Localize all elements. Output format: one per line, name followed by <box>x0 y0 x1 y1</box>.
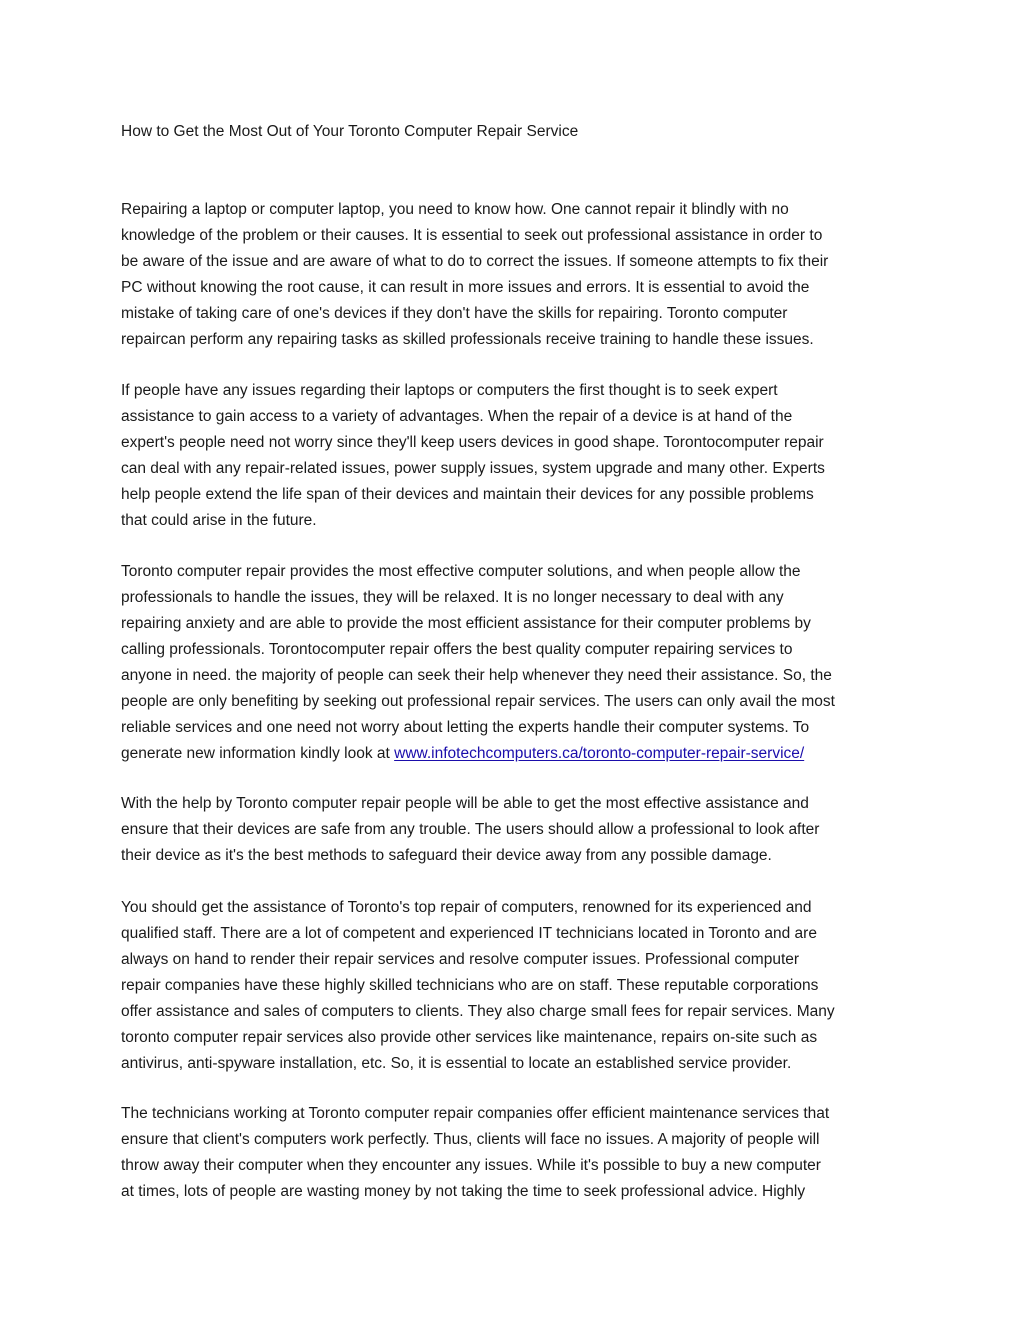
text-line: always on hand to render their repair services and resolve computer issues. Professional computer <box>121 951 800 968</box>
link-prefix-text: generate new information kindly look at <box>121 745 395 762</box>
paragraph-2 <box>121 378 911 534</box>
text-line: repairing anxiety and are able to provide the most efficient assistance for their computer problems by <box>121 615 811 632</box>
text-line: repaircan perform any repairing tasks as skilled professionals receive training to handle these issues. <box>121 331 814 348</box>
document-title: How to Get the Most Out of Your Toronto Computer Repair Service <box>121 123 579 140</box>
text-line: people are only benefiting by seeking out professional repair services. The users can only avail the most <box>121 693 835 710</box>
website-link[interactable]: www.infotechcomputers.ca/toronto-computer-repair-service/ <box>394 745 805 762</box>
text-line: toronto computer repair services also provide other services like maintenance, repairs on-site such as <box>121 1029 818 1046</box>
text-line: repair companies have these highly skilled technicians who are on staff. These reputable corporations <box>121 977 819 994</box>
text-line: Repairing a laptop or computer laptop, you need to know how. One cannot repair it blindly with no <box>121 201 789 218</box>
text-line: be aware of the issue and are aware of what to do to correct the issues. If someone attempts to fix their <box>121 253 829 270</box>
text-line: You should get the assistance of Toronto's top repair of computers, renowned for its experienced and <box>121 899 812 916</box>
text-line: The technicians working at Toronto computer repair companies offer efficient maintenance services that <box>121 1105 830 1122</box>
paragraph-3 <box>121 559 911 767</box>
text-line: knowledge of the problem or their causes. It is essential to seek out professional assistance in order to <box>121 227 823 244</box>
text-line: reliable services and one need not worry about letting the experts handle their computer systems. To <box>121 719 810 736</box>
text-line: help people extend the life span of their devices and maintain their devices for any possible problems <box>121 486 814 503</box>
text-line: assistance to gain access to a variety of advantages. When the repair of a device is at hand of the <box>121 408 793 425</box>
text-line: antivirus, anti-spyware installation, etc. So, it is essential to locate an established service provider. <box>121 1055 792 1072</box>
text-line: Toronto computer repair provides the most effective computer solutions, and when people allow the <box>121 563 801 580</box>
text-line: at times, lots of people are wasting money by not taking the time to seek professional advice. Highly <box>121 1183 806 1200</box>
text-line: ensure that their devices are safe from any trouble. The users should allow a professional to look after <box>121 821 820 838</box>
text-line: throw away their computer when they encounter any issues. While it's possible to buy a new computer <box>121 1157 821 1174</box>
text-line-with-link <box>121 741 911 767</box>
text-line: offer assistance and sales of computers to clients. They also charge small fees for repair services. Many <box>121 1003 835 1020</box>
text-line: PC without knowing the root cause, it can result in more issues and errors. It is essential to avoid the <box>121 279 810 296</box>
text-line: If people have any issues regarding their laptops or computers the first thought is to seek expert <box>121 382 778 399</box>
text-line: With the help by Toronto computer repair people will be able to get the most effective assistance and <box>121 795 809 812</box>
text-line: can deal with any repair-related issues, power supply issues, system upgrade and many other. Experts <box>121 460 825 477</box>
text-line: ensure that client's computers work perfectly. Thus, clients will face no issues. A majority of people will <box>121 1131 820 1148</box>
text-line: their device as it's the best methods to safeguard their device away from any possible damage. <box>121 847 772 864</box>
paragraph-4 <box>121 791 911 869</box>
text-line: that could arise in the future. <box>121 512 317 529</box>
paragraph-1 <box>121 197 911 353</box>
paragraph-5 <box>121 895 911 1077</box>
text-line: qualified staff. There are a lot of competent and experienced IT technicians located in Toronto and are <box>121 925 817 942</box>
text-line: professionals to handle the issues, they will be relaxed. It is no longer necessary to deal with any <box>121 589 784 606</box>
text-line: expert's people need not worry since they'll keep users devices in good shape. Torontocomputer repair <box>121 434 824 451</box>
text-line: anyone in need. the majority of people can seek their help whenever they need their assistance. So, the <box>121 667 832 684</box>
text-line: calling professionals. Torontocomputer repair offers the best quality computer repairing services to <box>121 641 793 658</box>
paragraph-6 <box>121 1101 911 1205</box>
text-line: mistake of taking care of one's devices if they don't have the skills for repairing. Toronto computer <box>121 305 788 322</box>
